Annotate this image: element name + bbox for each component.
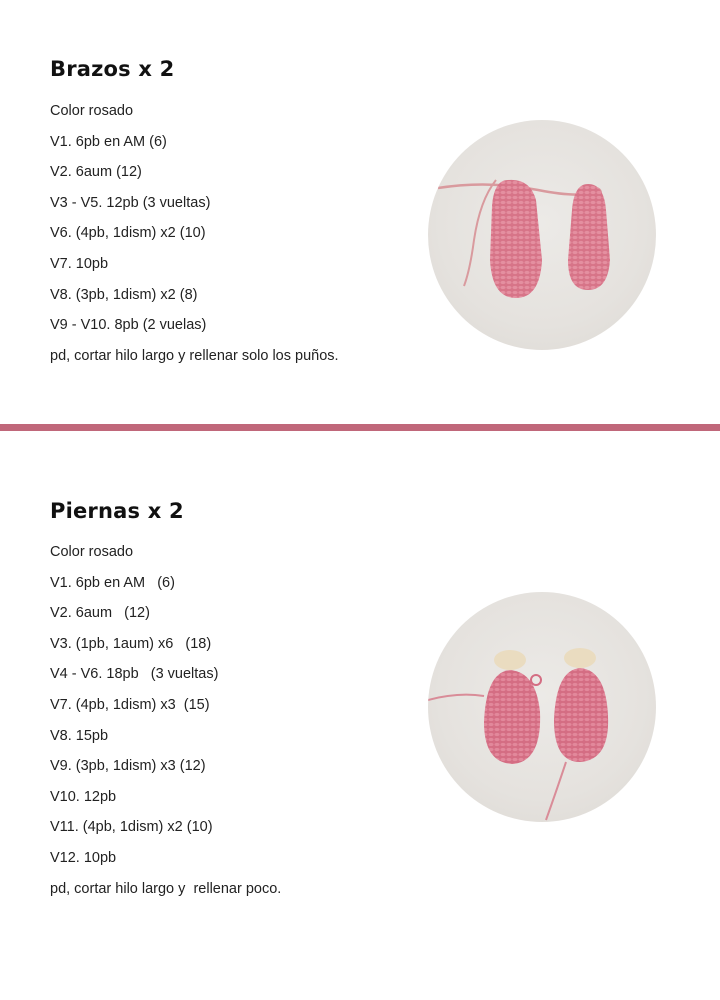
instruction-line: V3 - V5. 12pb (3 vueltas)	[50, 194, 211, 211]
instruction-line: Color rosado	[50, 103, 134, 119]
instruction-line: V10. 12pb	[50, 788, 117, 805]
instructions-list	[50, 543, 281, 910]
instruction-line: V7. 10pb	[50, 255, 109, 272]
crochet-legs-photo	[428, 592, 656, 822]
instruction-line: V1. 6pb en AM (6)	[50, 574, 175, 591]
section-title: Brazos x 2	[50, 57, 175, 81]
instruction-line: V8. (3pb, 1dism) x2 (8)	[50, 286, 198, 303]
instructions-list	[50, 102, 339, 377]
instruction-line: V11. (4pb, 1dism) x2 (10)	[50, 819, 213, 836]
instruction-line: V8. 15pb	[50, 727, 109, 744]
instruction-line: V2. 6aum (12)	[50, 164, 142, 181]
instruction-line: V12. 10pb	[50, 849, 117, 866]
instruction-line: Color rosado	[50, 544, 134, 560]
instruction-line: V2. 6aum (12)	[50, 605, 150, 622]
instruction-line: V9 - V10. 8pb (2 vuelas)	[50, 317, 207, 334]
instruction-line: V1. 6pb en AM (6)	[50, 133, 167, 150]
instruction-line: V7. (4pb, 1dism) x3 (15)	[50, 696, 210, 713]
instruction-line: pd, cortar hilo largo y rellenar poco.	[50, 880, 282, 897]
instruction-line: V3. (1pb, 1aum) x6 (18)	[50, 635, 212, 652]
instruction-line: V9. (3pb, 1dism) x3 (12)	[50, 758, 206, 775]
section-title: Piernas x 2	[50, 499, 184, 523]
instruction-line: V6. (4pb, 1dism) x2 (10)	[50, 225, 206, 242]
instruction-line: V4 - V6. 18pb (3 vueltas)	[50, 666, 219, 683]
instruction-line: pd, cortar hilo largo y rellenar solo los puños.	[50, 347, 339, 364]
section-divider	[0, 424, 720, 431]
crochet-arms-photo	[428, 120, 656, 350]
